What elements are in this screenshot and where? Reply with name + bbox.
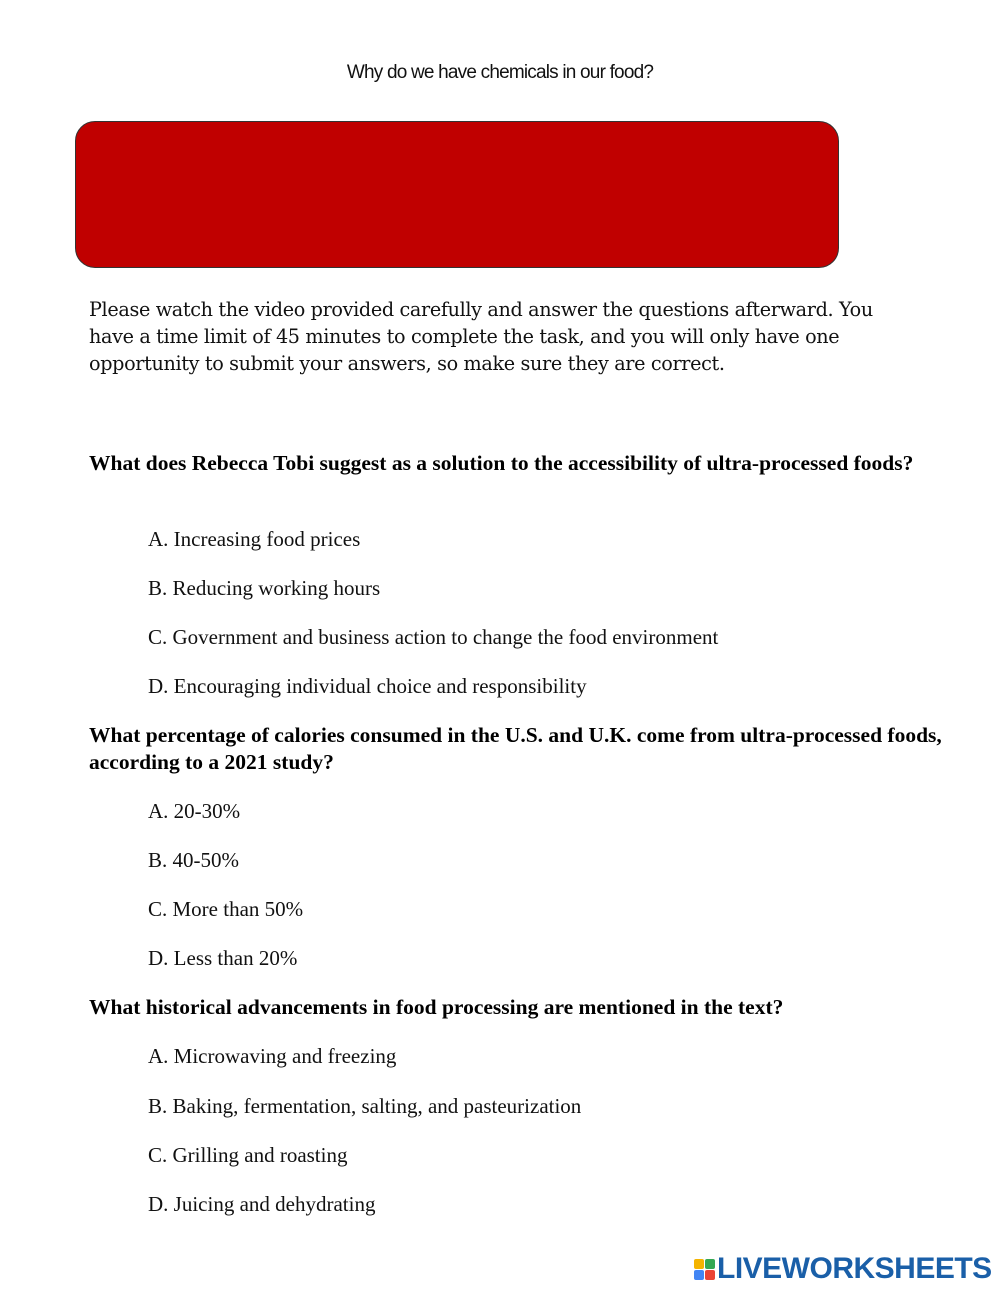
question-2-option-a[interactable]: A. 20-30% bbox=[148, 799, 241, 823]
question-2-option-b[interactable]: B. 40-50% bbox=[148, 848, 239, 872]
question-2: What percentage of calories consumed in the U.S. and U.K. come from ultra-processed foods, according to a 2021 study? bbox=[89, 723, 942, 774]
question-3-option-a[interactable]: A. Microwaving and freezing bbox=[148, 1044, 397, 1068]
question-2-option-d[interactable]: D. Less than 20% bbox=[148, 946, 298, 970]
page-title: Why do we have chemicals in our food? bbox=[346, 62, 654, 83]
brand-name: LIVEWORKSHEETS bbox=[717, 1252, 992, 1285]
question-1-option-c[interactable]: C. Government and business action to change the food environment bbox=[148, 625, 719, 649]
question-3: What historical advancements in food processing are mentioned in the text? bbox=[89, 995, 784, 1019]
question-1-option-b[interactable]: B. Reducing working hours bbox=[148, 576, 381, 600]
question-3-option-c[interactable]: C. Grilling and roasting bbox=[148, 1143, 348, 1167]
brand-logo[interactable] bbox=[694, 1252, 992, 1286]
question-1-option-d[interactable]: D. Encouraging individual choice and responsibility bbox=[148, 674, 587, 698]
question-2-option-c[interactable]: C. More than 50% bbox=[148, 897, 304, 921]
question-3-option-b[interactable]: B. Baking, fermentation, salting, and pasteurization bbox=[148, 1094, 582, 1118]
question-3-option-d[interactable]: D. Juicing and dehydrating bbox=[148, 1192, 376, 1216]
question-1-option-a[interactable]: A. Increasing food prices bbox=[148, 527, 361, 551]
question-1: What does Rebecca Tobi suggest as a solution to the accessibility of ultra-processed foods? bbox=[89, 451, 914, 475]
liveworksheets-logo-icon bbox=[694, 1259, 715, 1280]
instructions-text: Please watch the video provided carefully and answer the questions afterward. You have a time limit of 45 minutes to complete the task, and you will only have one opportunity to submit your answers, so make sure they are correct. bbox=[89, 298, 873, 375]
video-placeholder[interactable] bbox=[75, 121, 839, 268]
